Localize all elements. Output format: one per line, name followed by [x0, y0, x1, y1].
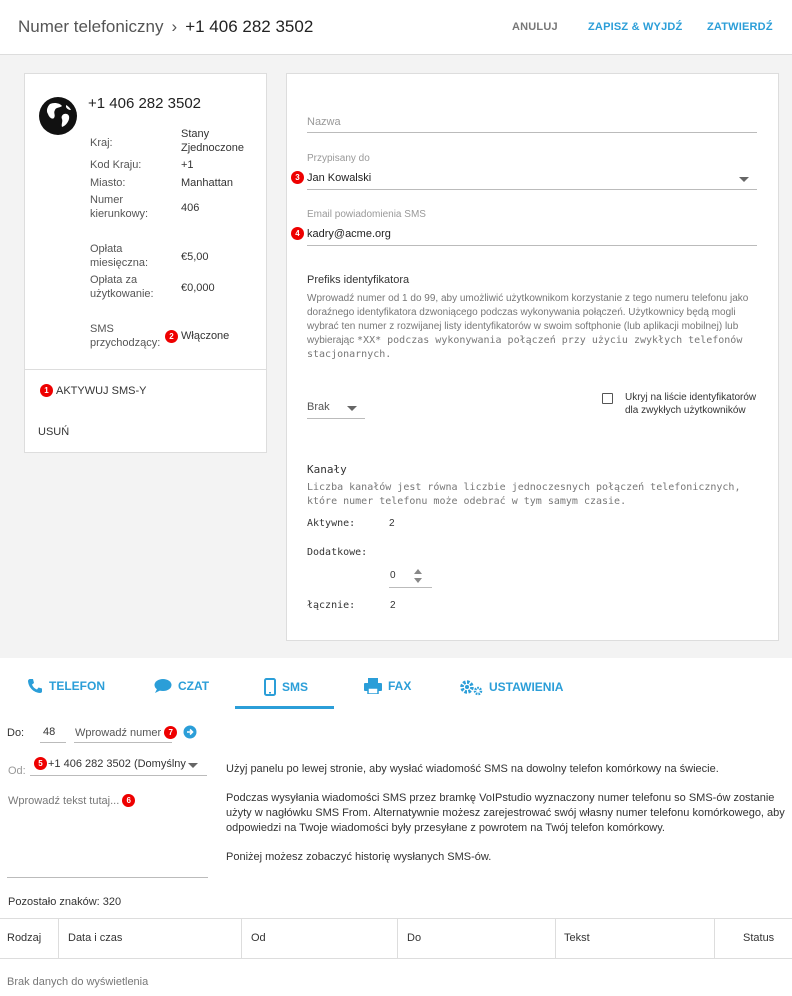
- remaining-chars: Pozostało znaków: 320: [8, 896, 122, 908]
- badge-3: 3: [291, 171, 304, 184]
- col-separator: [241, 919, 242, 958]
- activate-sms-button[interactable]: [40, 384, 146, 397]
- chevron-down-icon[interactable]: [739, 177, 749, 182]
- delete-button[interactable]: USUŃ: [38, 426, 70, 438]
- badge-5: 5: [34, 757, 47, 770]
- prefix-select-underline: [307, 418, 365, 419]
- fax-icon: [364, 678, 382, 694]
- email-field[interactable]: [291, 227, 391, 240]
- sms-info-3: Poniżej możesz zobaczyć historię wysłanych SMS-ów.: [226, 851, 492, 863]
- stepper-underline: [389, 587, 432, 588]
- tab-settings-label: USTAWIENIA: [489, 680, 564, 694]
- from-select[interactable]: [34, 757, 186, 770]
- email-label: Email powiadomienia SMS: [307, 209, 426, 220]
- country-code-value: +1: [181, 159, 194, 171]
- mobile-icon: [264, 678, 276, 696]
- to-label: Do:: [7, 727, 25, 739]
- prefix-select[interactable]: Brak: [307, 401, 330, 413]
- confirm-button[interactable]: ZATWIERDŹ: [707, 21, 773, 33]
- col-datetime[interactable]: Data i czas: [68, 932, 123, 944]
- email-value: kadry@acme.org: [307, 227, 391, 240]
- country-code-label: Kod Kraju:: [90, 159, 142, 171]
- stepper-arrows-icon[interactable]: [412, 568, 424, 584]
- breadcrumb-number: +1 406 282 3502: [185, 17, 314, 36]
- phone-icon: [27, 678, 43, 694]
- name-input[interactable]: Nazwa: [307, 116, 341, 128]
- monthly-fee-label: Opłata miesięczna:: [90, 243, 149, 269]
- prefix-chevron-down-icon[interactable]: [347, 406, 357, 411]
- total-label: łącznie:: [307, 600, 356, 611]
- header-bar: [0, 0, 792, 55]
- total-value: 2: [390, 600, 396, 611]
- prefix-title: Prefiks identyfikatora: [307, 274, 410, 286]
- country-label: Kraj:: [90, 137, 113, 149]
- assigned-underline: [307, 189, 757, 190]
- city-value: Manhattan: [181, 177, 233, 189]
- badge-2: 2: [165, 330, 178, 343]
- badge-4: 4: [291, 227, 304, 240]
- col-from[interactable]: Od: [251, 932, 266, 944]
- from-select-value: +1 406 282 3502 (Domyślny: [48, 757, 186, 770]
- col-separator: [714, 919, 715, 958]
- phone-input-underline: [74, 742, 172, 743]
- badge-6: 6: [122, 794, 135, 807]
- card-divider: [25, 369, 266, 370]
- area-code-label: Numer kierunkowy:: [90, 194, 149, 220]
- table-header-border: [0, 958, 792, 959]
- email-underline: [307, 245, 757, 246]
- col-to[interactable]: Do: [407, 932, 422, 944]
- tab-fax-label: FAX: [388, 679, 412, 693]
- col-separator: [555, 919, 556, 958]
- prefix-help-text: Wprowadź numer od 1 do 99, aby umożliwić użytkownikom korzystanie z tego numeru telefonu jako doraźnego identyfikatora dzwoniącego podczas wykonywania połączeń. Użytkownicy będą mogli wybrać ten numer z rozwijanej listy identyfikatorów w swoim softphonie (lub aplikacji mobilnej) lub wybierając: [307, 293, 749, 346]
- from-chevron-down-icon[interactable]: [188, 763, 198, 768]
- name-input-underline: [307, 132, 757, 133]
- col-separator: [397, 919, 398, 958]
- cancel-button[interactable]: ANULUJ: [512, 21, 558, 33]
- assigned-value: Jan Kowalski: [307, 171, 372, 184]
- sms-text-input[interactable]: [8, 794, 135, 807]
- tab-chat-label: CZAT: [178, 679, 210, 693]
- phone-number-input[interactable]: [75, 726, 177, 739]
- sms-text-underline: [7, 877, 208, 878]
- prefix-input-underline: [40, 742, 66, 743]
- tab-sms[interactable]: [264, 678, 308, 696]
- col-type[interactable]: Rodzaj: [7, 932, 42, 944]
- hide-checkbox-label: Ukryj na liście identyfikatorów dla zwykłych użytkowników: [625, 392, 757, 416]
- active-label: Aktywne:: [307, 518, 356, 529]
- tab-fax[interactable]: [364, 678, 411, 694]
- incoming-sms-text: Włączone: [181, 330, 230, 342]
- country-value: Stany Zjednoczone: [181, 128, 244, 154]
- assigned-select[interactable]: [291, 171, 371, 184]
- monthly-fee-value: €5,00: [181, 251, 209, 263]
- area-code-value: 406: [181, 202, 200, 214]
- chat-icon: [154, 678, 172, 694]
- sms-info-2: Podczas wysyłania wiadomości SMS przez bramkę VoIPstudio wyznaczony numer telefonu so SMS-ów zostanie użyty w nagłówku SMS From. Alternatywnie możesz zarejestrować swój własny numer telefonu komórkowego, aby odpowiedzi na Twoje wiadomości były przesyłane z powrotem na Twój telefon komórkowy.: [226, 792, 785, 834]
- incoming-sms-label: SMS przychodzący:: [90, 323, 161, 349]
- tab-chat[interactable]: [154, 678, 209, 694]
- empty-table-message: Brak danych do wyświetlenia: [7, 976, 149, 988]
- save-exit-button[interactable]: ZAPISZ & WYJDŹ: [588, 21, 683, 33]
- col-text[interactable]: Tekst: [564, 932, 590, 944]
- channels-title: Kanały: [307, 463, 347, 476]
- tab-phone-label: TELEFON: [49, 679, 105, 693]
- sms-text-placeholder: Wprowadź tekst tutaj...: [8, 794, 120, 807]
- active-value: 2: [389, 518, 395, 529]
- activate-sms-label: AKTYWUJ SMS-Y: [56, 384, 147, 397]
- hide-checkbox[interactable]: [602, 393, 613, 404]
- breadcrumb: [18, 17, 313, 37]
- phone-number-placeholder: Wprowadź numer: [75, 726, 162, 739]
- page-title: Numer telefoniczny: [18, 17, 164, 36]
- assigned-label: Przypisany do: [307, 153, 370, 164]
- usage-fee-label: Opłata za użytkowanie:: [90, 274, 154, 300]
- badge-1: 1: [40, 384, 53, 397]
- arrow-right-circle-icon[interactable]: [183, 725, 197, 739]
- usage-fee-value: €0,000: [181, 282, 215, 294]
- badge-7: 7: [164, 726, 177, 739]
- prefix-help-code: *XX* podczas wykonywania połączeń przy użyciu zwykłych telefonów stacjonarnych.: [307, 335, 743, 360]
- table-top-border: [0, 918, 792, 919]
- from-label: Od:: [8, 765, 26, 777]
- col-separator: [58, 919, 59, 958]
- city-label: Miasto:: [90, 177, 126, 189]
- sms-info-1: Użyj panelu po lewej stronie, aby wysłać wiadomość SMS na dowolny telefon komórkowy na świecie.: [226, 763, 719, 775]
- incoming-sms-value: [165, 329, 265, 343]
- channels-help: Liczba kanałów jest równa liczbie jednoczesnych połączeń telefonicznych, które numer telefonu może odebrać w tym samym czasie.: [307, 482, 741, 507]
- col-status[interactable]: Status: [743, 932, 775, 944]
- country-prefix-input[interactable]: 48: [43, 726, 56, 738]
- active-tab-indicator: [235, 706, 334, 709]
- tab-phone[interactable]: [27, 678, 105, 694]
- gear-icon: [459, 678, 483, 696]
- breadcrumb-separator: ›: [171, 17, 178, 36]
- prefix-help: [307, 292, 757, 362]
- globe-icon: [38, 96, 78, 136]
- tab-settings[interactable]: [459, 678, 563, 696]
- from-select-underline: [30, 775, 207, 776]
- tab-sms-label: SMS: [282, 680, 309, 694]
- card-number: +1 406 282 3502: [88, 95, 202, 112]
- additional-stepper[interactable]: 0: [390, 570, 396, 581]
- additional-label: Dodatkowe:: [307, 547, 368, 558]
